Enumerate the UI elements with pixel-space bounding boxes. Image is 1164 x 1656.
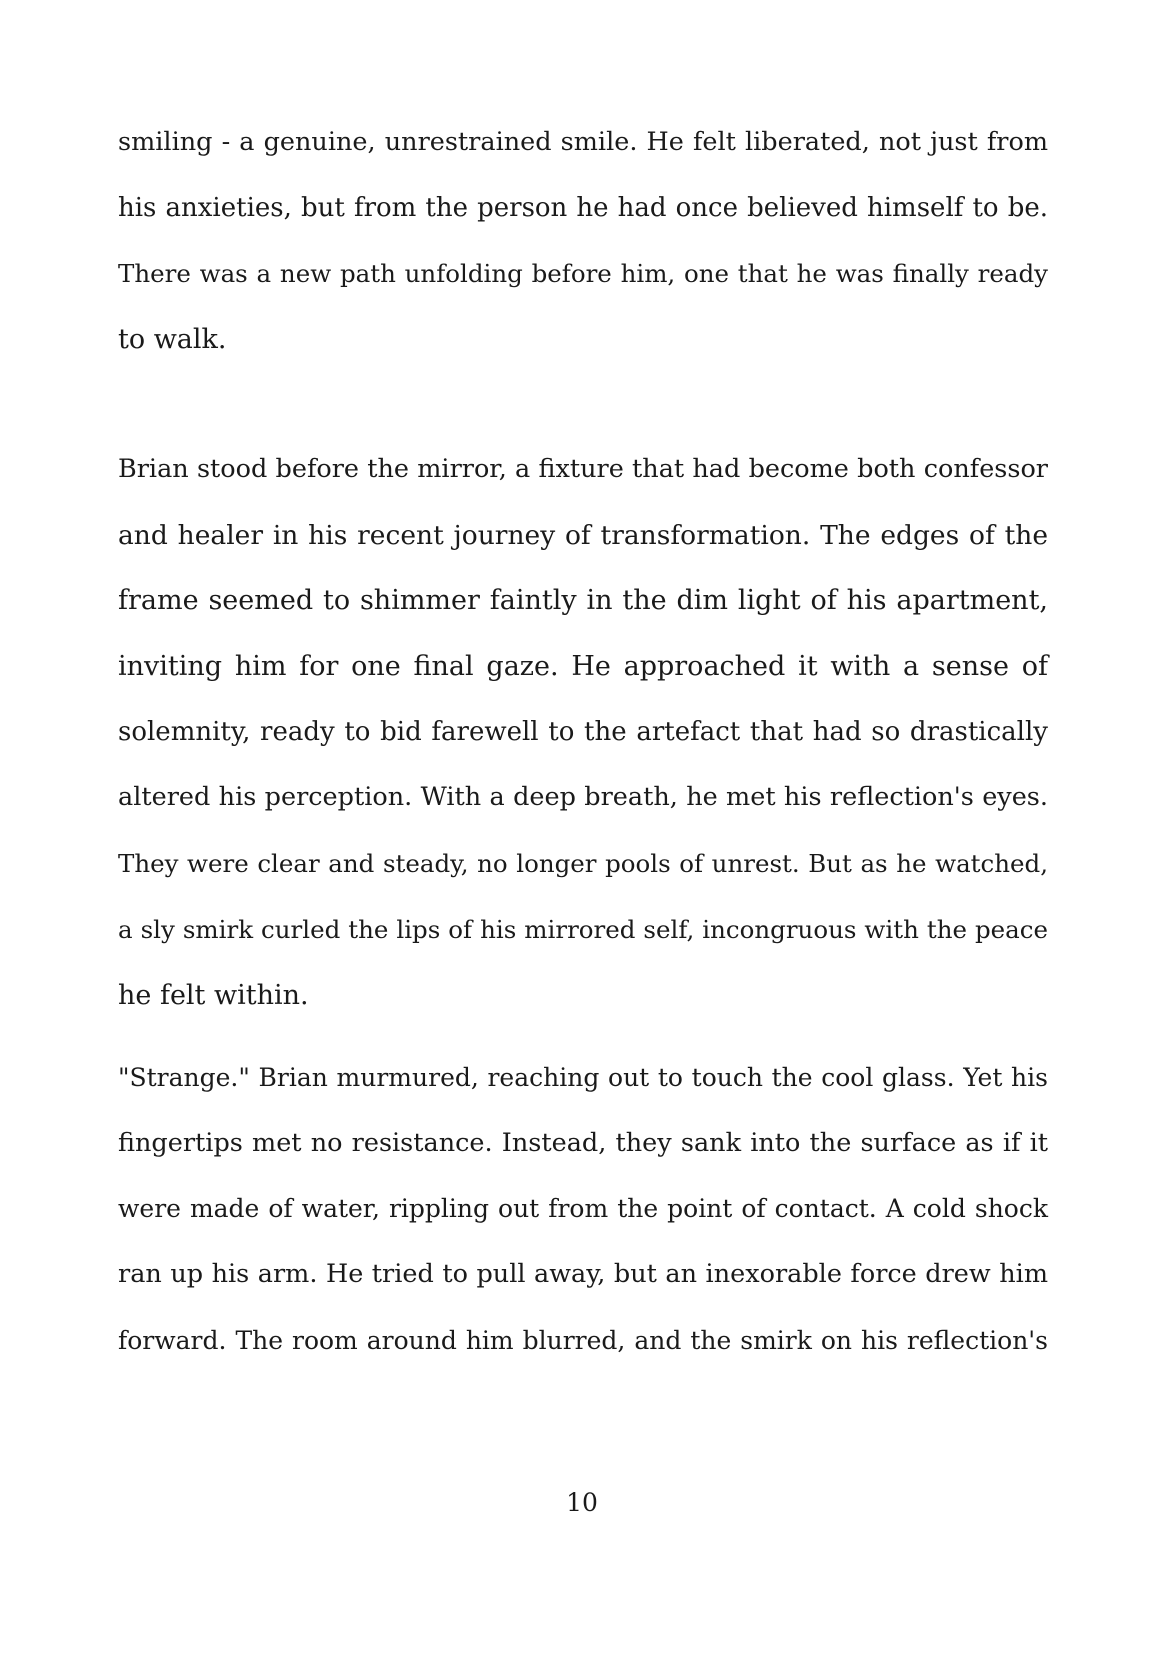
paragraph-line: forward. The room around him blurred, and the smirk on his reflection's [118,1325,1048,1355]
page-number: 10 [566,1488,598,1517]
paragraph-line: fingertips met no resistance. Instead, they sank into the surface as if it [118,1127,1048,1158]
paragraph-line: and healer in his recent journey of transformation. The edges of the [118,519,1048,551]
paragraph-1 [118,110,1048,373]
paragraph-line: solemnity, ready to bid farewell to the artefact that had so drastically [118,716,1048,747]
paragraph-line: a sly smirk curled the lips of his mirrored self, incongruous with the peace [118,914,1048,944]
paragraph-line: inviting him for one final gaze. He approached it with a sense of [118,651,1048,683]
paragraph-line: "Strange." Brian murmured, reaching out to touch the cool glass. Yet his [118,1063,1048,1092]
paragraph-line: altered his perception. With a deep breath, he met his reflection's eyes. [118,782,1048,813]
paragraph-line: ran up his arm. He tried to pull away, but an inexorable force drew him [118,1259,1048,1290]
paragraph-line: There was a new path unfolding before him, one that he was finally ready [118,259,1048,289]
paragraph-2 [118,437,1048,1028]
paragraph-line: were made of water, rippling out from the point of contact. A cold shock [118,1194,1048,1224]
paragraph-line: his anxieties, but from the person he had once believed himself to be. [118,192,1048,223]
paragraph-line: They were clear and steady, no longer pools of unrest. But as he watched, [118,849,1048,879]
paragraph-line: Brian stood before the mirror, a fixture that had become both confessor [118,454,1048,484]
paragraph-line: smiling - a genuine, unrestrained smile. He felt liberated, not just from [118,127,1048,157]
paragraph-line: to walk. [118,324,227,356]
paragraph-line: frame seemed to shimmer faintly in the dim light of his apartment, [118,585,1048,617]
paragraph-3 [118,1045,1048,1373]
paragraph-line: he felt within. [118,979,309,1011]
